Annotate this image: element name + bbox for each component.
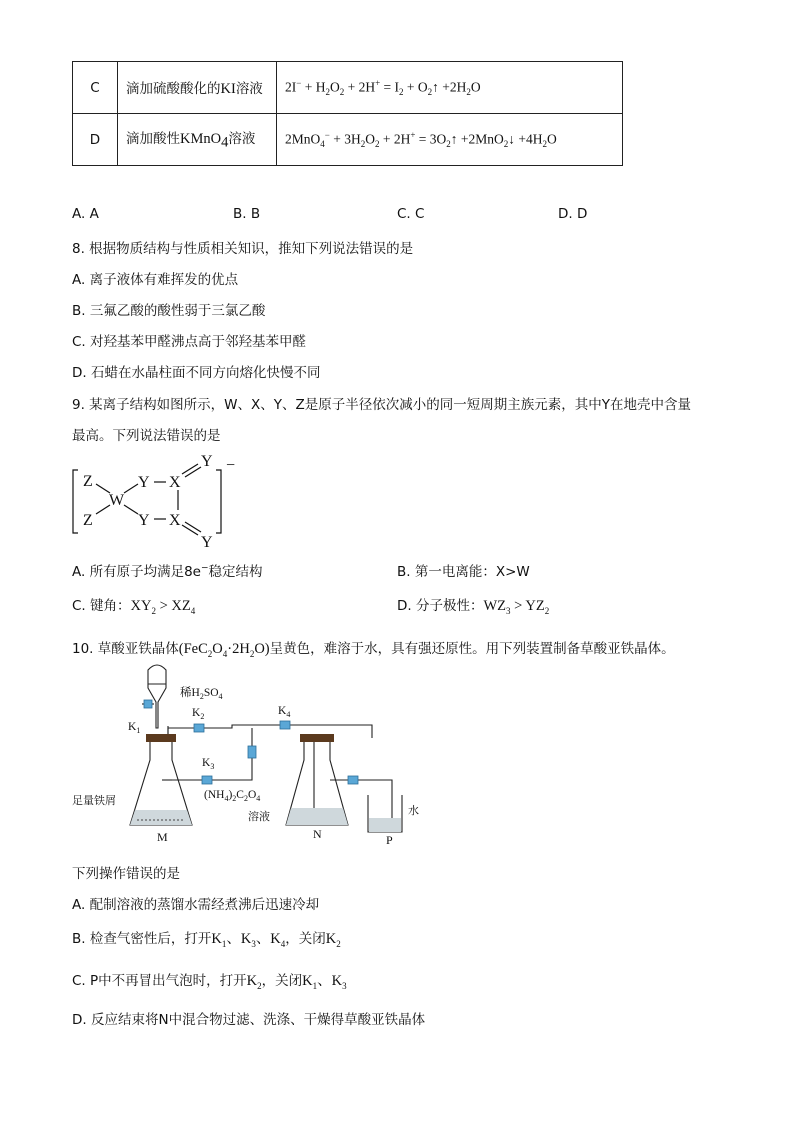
valve-k2-label: K: [192, 707, 201, 719]
q8-option-b: B. 三氟乙酸的酸性弱于三氯乙酸: [72, 303, 266, 319]
q8-option-c: C. 对羟基苯甲醛沸点高于邻羟基苯甲醛: [72, 334, 307, 350]
q9-option-c-text: C. 键角：: [72, 598, 131, 614]
q9-option-d: D. 分子极性：$WZ_3 > YZ_2$: [397, 598, 550, 616]
q7-choice-d: D. D: [558, 206, 588, 222]
reagent-cell: [118, 62, 277, 114]
options-table: [72, 61, 623, 166]
water-label: 水: [408, 804, 419, 817]
valve-k2: [194, 724, 204, 732]
row-letter: D: [73, 114, 118, 166]
q9-option-b: B. 第一电离能：X>W: [397, 564, 530, 580]
apparatus-diagram: [72, 660, 442, 850]
q8-stem: 8. 根据物质结构与性质相关知识，推知下列说法错误的是: [72, 241, 414, 257]
valve-k1: [144, 700, 152, 708]
q9-stem-line1: 9. 某离子结构如图所示，W、X、Y、Z是原子半径依次减小的同一短周期主族元素，其中Y在地壳中含量: [72, 397, 692, 413]
q8-option-d: D. 石蜡在水晶柱面不同方向熔化快慢不同: [72, 365, 321, 381]
atom-x: X: [169, 512, 181, 529]
q10-option-c-mid: ，关闭: [261, 973, 303, 989]
equation-cell: $2MnO_4^- + 3H_2O_2 + 2H^+$ = $3O_2↑$ +2MnO$_2$↓ $+4H_2O$: [277, 114, 623, 166]
svg-text:K1: $K_1$: [128, 721, 141, 735]
q10-followup: 下列操作错误的是: [72, 866, 180, 882]
table-row: [73, 114, 623, 166]
svg-text:K3: $K_3$: [202, 757, 215, 771]
q9-option-c: C. 键角：$XY_2 > XZ_4$: [72, 598, 196, 616]
solution-label-2: 溶液: [248, 810, 270, 823]
atom-y: Y: [201, 453, 213, 470]
equation-cell: $2I^- + H_2O_2 + 2H^+ = I_2$ + $O_2↑ +2H_2O$: [277, 62, 623, 114]
q10-option-b-pre: B. 检查气密性后，打开: [72, 931, 212, 947]
flask-m-label: M: [157, 830, 168, 844]
atom-w: W: [109, 492, 125, 509]
iron-label: 足量铁屑: [72, 794, 116, 807]
reagent-text: 滴加硫酸酸化的: [126, 81, 221, 97]
atom-z: Z: [83, 512, 93, 529]
ion-structure-diagram: [68, 448, 248, 552]
valve-k4-label: K: [278, 705, 287, 717]
row-letter: C: [73, 62, 118, 114]
q9-option-d-text: D. 分子极性：: [397, 598, 484, 614]
q10-stem-pre: 10. 草酸亚铁晶体: [72, 641, 179, 657]
acid-label: 稀H: [180, 687, 200, 699]
svg-text:稀H2SO4: 稀$H_2SO_4$: [180, 687, 223, 701]
reagent-cell: 滴加酸性KMnO$_4$溶液: [118, 114, 277, 166]
svg-text:K4: $K_4$: [278, 705, 291, 719]
reagent-chem: KMnO: [180, 131, 222, 148]
stopper-m: [146, 734, 176, 742]
solution-label: (NH: [204, 789, 225, 801]
atom-z: Z: [83, 473, 93, 490]
reagent-text: 溶液: [228, 131, 256, 148]
ion-charge: −: [226, 457, 236, 474]
reagent-chem: KI: [220, 81, 236, 97]
tube-joint: [248, 746, 256, 758]
q8-option-a: A. 离子液体有难挥发的优点: [72, 272, 239, 288]
q7-choice-b: B. B: [233, 206, 261, 222]
flask-n-label: N: [313, 827, 322, 841]
q10-option-c-pre: C. P中不再冒出气泡时，打开: [72, 973, 247, 989]
svg-text:(NH4)2C2O4: $(NH_4)_2C_2O_4$: [204, 789, 261, 803]
q10-option-a: A. 配制溶液的蒸馏水需经煮沸后迅速冷却: [72, 897, 320, 913]
reagent-text: 滴加酸性: [126, 131, 180, 148]
q10-stem: 10. 草酸亚铁晶体$(FeC_2O_4\cdot 2H_2O)$呈黄色，难溶于水，具有强还原性。用下列装置制备草酸亚铁晶体。: [72, 641, 675, 659]
q10-option-c: C. P中不再冒出气泡时，打开$K_2$，关闭$K_1$、$K_3$: [72, 973, 347, 991]
beaker-p-label: P: [386, 833, 393, 847]
atom-y: Y: [138, 474, 150, 491]
q10-option-b-post: ，关闭: [285, 931, 326, 947]
svg-text:K2: $K_2$: [192, 707, 205, 721]
q9-option-a-text: A. 所有原子均满足8e: [72, 564, 201, 580]
q9-option-a: A. 所有原子均满足8e−稳定结构: [72, 563, 263, 580]
left-bracket: [73, 470, 78, 533]
stopper-n: [300, 734, 334, 742]
q9-option-a-tail: 稳定结构: [208, 564, 263, 580]
valve-k1-label: K: [128, 721, 137, 733]
table-row: [73, 62, 623, 114]
q10-option-b: B. 检查气密性后，打开$K_1$、$K_3$、$K_4$，关闭$K_2$: [72, 931, 341, 949]
valve-k3: [202, 776, 212, 784]
right-bracket: [216, 470, 221, 533]
atom-y: Y: [201, 534, 213, 551]
q7-choice-a: A. A: [72, 206, 99, 222]
reagent-text: 溶液: [235, 81, 263, 97]
q10-stem-post: 呈黄色，难溶于水，具有强还原性。用下列装置制备草酸亚铁晶体。: [269, 641, 675, 657]
valve-k4: [280, 721, 290, 729]
separatory-funnel: [148, 665, 166, 728]
q10-option-d: D. 反应结束将N中混合物过滤、洗涤、干燥得草酸亚铁晶体: [72, 1012, 426, 1028]
valve-k3-label: K: [202, 757, 211, 769]
tube-joint-n: [348, 776, 358, 784]
atom-x: X: [169, 474, 181, 491]
q9-stem-line2: 最高。下列说法错误的是: [72, 428, 221, 444]
q7-choice-c: C. C: [397, 206, 425, 222]
atom-y: Y: [138, 512, 150, 529]
